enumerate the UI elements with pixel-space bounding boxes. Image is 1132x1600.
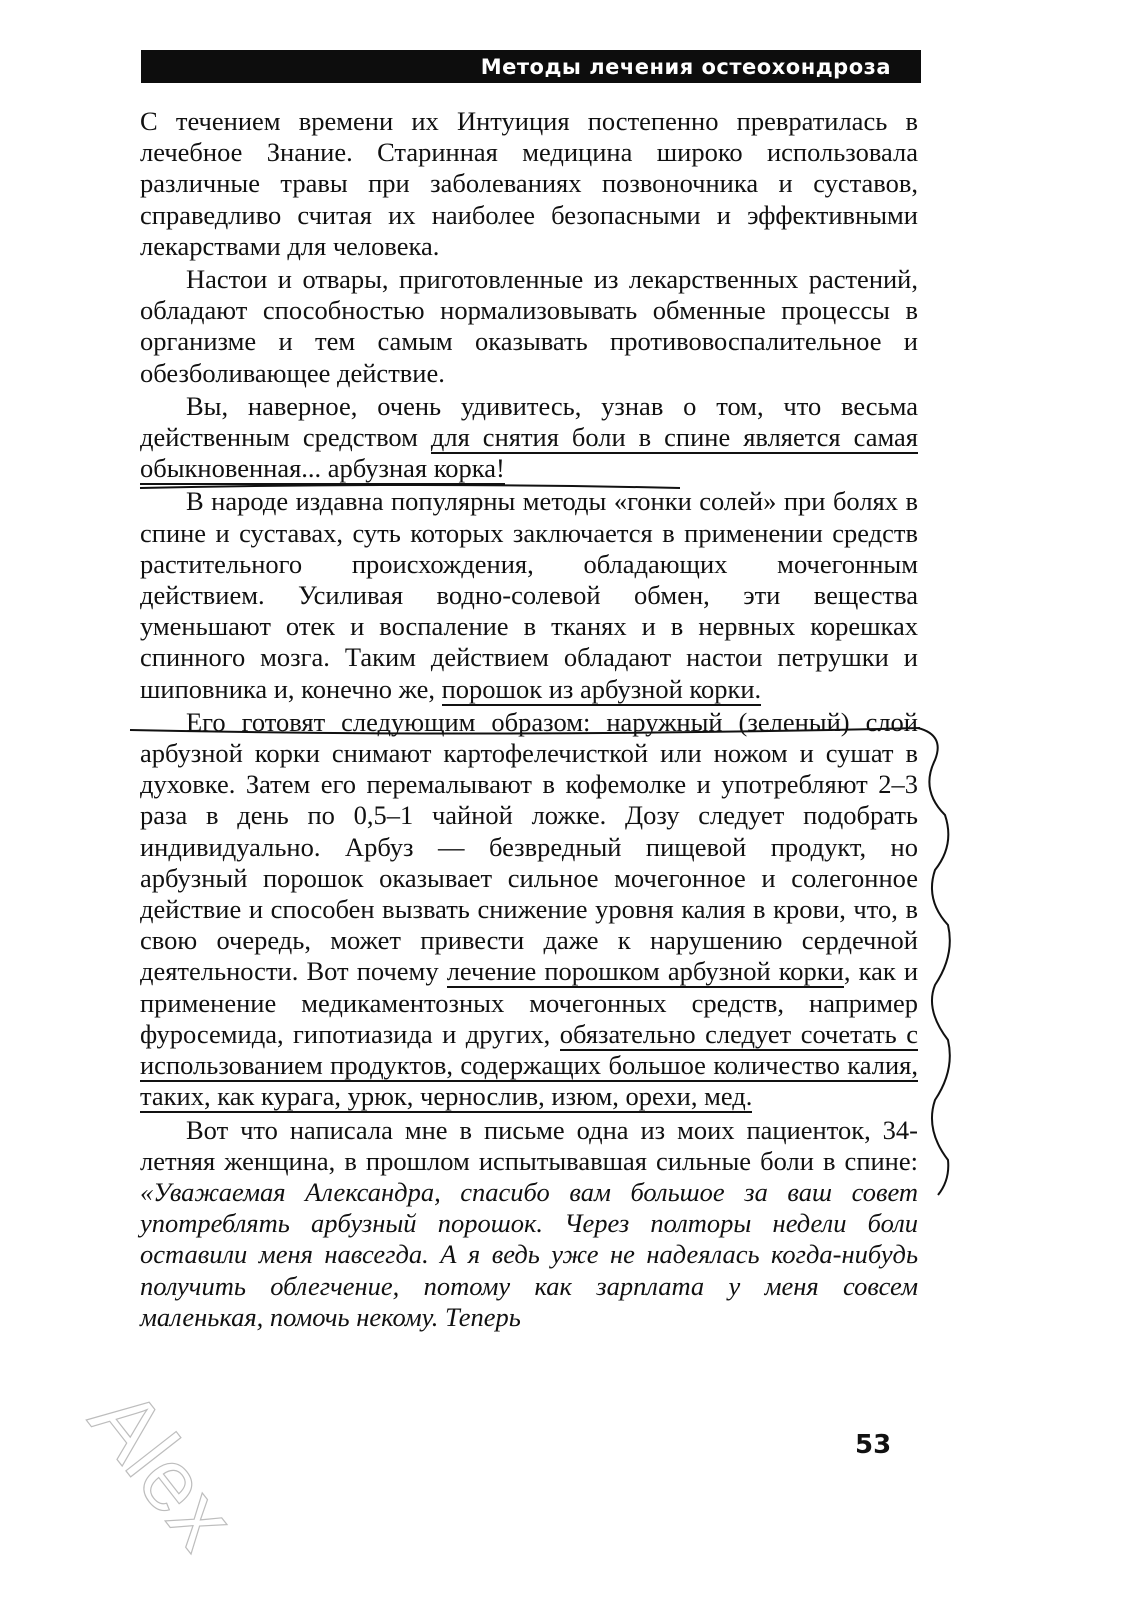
paragraph-4-text: В народе издавна популярны методы «гонки солей» при болях в спине и суставах, суть которых заключается в применении средств растительного происхождения, обладающих мочегонным действием. Усиливая водно-солевой обмен, эти вещества уменьшают отек и воспаление в тканях и в нервных корешках спинного мозга. Таким действием обладают настои петрушки и шиповника и, конечно же, — [140, 486, 918, 704]
running-header-title: Методы лечения остеохондроза — [480, 55, 891, 79]
paragraph-3-text: Вы, наверное, очень удивитесь, узнав о том, что весьма действенным средством — [140, 390, 918, 453]
underlined-phrase-potassium-foods: обязательно следует сочетать с использованием продуктов, содержащих большое количество калия, таких, как курага, урюк, чернослив, изюм, орехи, мед. — [140, 1018, 918, 1112]
underlined-phrase-rind-powder: порошок из арбузной корки. — [441, 673, 762, 704]
watermark: Alex — [71, 1370, 255, 1567]
paragraph-5-text: Его готовят следующим образом: наружный (зеленый) слой арбузной корки снимают картофелечисткой или ножом и сушат в духовке. Затем его перемалывают в кофемолке и употребляют 2–3 раза в день по 0,5–1 чайной ложке. Дозу следует подобрать индивидуально. Арбуз — безвредный пищевой продукт, но арбузный порошок оказывает сильное мочегонное и солегонное действие и способен вызвать снижение уровня калия в крови, что, в свою очередь, может привести даже к нарушению сердечной деятельности. Вот почему — [140, 706, 918, 987]
pen-underline-1 — [140, 485, 680, 488]
paragraph-5-text-middle: , как и применение медикаментозных мочегонных средств, например фуросемида, гипотиазида и других, — [140, 956, 919, 1049]
pen-underline-2 — [130, 728, 920, 734]
paragraph-1-text: С течением времени их Интуиция постепенно превратилась в лечебное Знание. Старинная медицина широко использовала различные травы при заболеваниях позвоночника и суставов, справедливо считая их наиболее безопасными и эффективными лекарствами для человека. — [140, 106, 918, 261]
paragraph-2-text: Настои и отвары, приготовленные из лекарственных растений, обладают способностью нормализовывать обменные процессы в организме и тем самым оказывать противовоспалительное и обезболивающее действие. — [140, 264, 918, 388]
paragraph-6-text: Вот что написала мне в письме одна из моих пациенток, 34-летняя женщина, в прошлом испытывавшая сильные боли в спине: — [140, 1114, 918, 1176]
underlined-phrase-treatment: лечение порошком арбузной корки — [446, 956, 844, 987]
patient-letter-quote: «Уважаемая Александра, спасибо вам большое за ваш совет употреблять арбузный порошок. Через полторы недели боли оставили меня навсегда. А я ведь уже не надеялась когда-нибудь получить облегчение, потому как зарплата у меня совсем маленькая, помочь некому. Теперь — [140, 1176, 918, 1332]
page-number: 53 — [855, 1430, 892, 1460]
margin-brace-mark — [918, 728, 950, 1195]
underlined-phrase-watermelon-rind: для снятия боли в спине является самая обыкновенная... арбузная корка! — [140, 422, 918, 484]
